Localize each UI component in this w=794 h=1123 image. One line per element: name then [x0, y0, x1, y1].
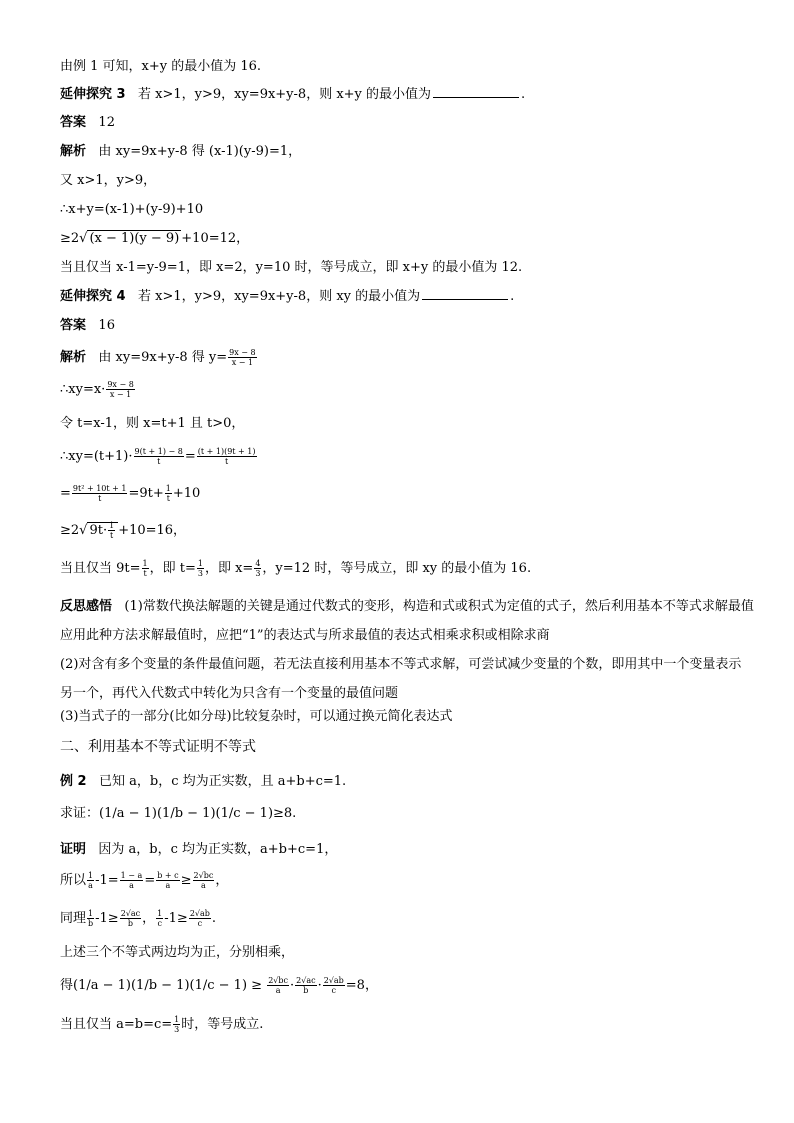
fraction — [165, 484, 172, 503]
numerator: 2√ac — [120, 909, 141, 918]
section-label: 延伸探究 3 — [60, 87, 126, 102]
section-heading — [60, 737, 754, 757]
math-line — [60, 804, 754, 824]
paragraph-text: (1)常数代换法解题的关键是通过代数式的变形，构造和式或积式为定值的式子，然后利用基本不等式求解最值应用此种方法求解最值时，应把“1”的表达式与所求最值的表达式相乘求积或相除求商 — [60, 599, 754, 643]
numerator: b + c — [157, 871, 179, 880]
line-text: = — [60, 486, 71, 501]
line-text: ，即 t= — [149, 561, 196, 576]
answer-value: 12 — [98, 115, 115, 130]
line-text: . — [510, 289, 515, 304]
math-line — [60, 380, 754, 400]
question-text: 若 x>1，y>9，xy=9x+y-8，则 x+y 的最小值为 — [137, 87, 432, 102]
line-text: = — [144, 873, 156, 888]
analysis-line — [60, 348, 754, 368]
paragraph-text: (2)对含有多个变量的条件最值问题，若无法直接利用基本不等式求解，可尝试减少变量的个数，即用其中一个变量表示另一个，再代入代数式中转化为只含有一个变量的最值问题 — [60, 657, 742, 701]
denominator: c — [197, 919, 203, 928]
text-line — [60, 200, 754, 220]
answer-blank — [422, 287, 508, 300]
line-text: +10=16， — [118, 523, 187, 538]
line-text: 令 t=x-1，则 x=t+1 且 t>0， — [60, 416, 245, 431]
fraction — [108, 521, 115, 540]
denominator: b — [88, 919, 94, 928]
text-line — [60, 414, 754, 434]
question-text: 若 x>1，y>9，xy=9x+y-8，则 xy 的最小值为 — [137, 289, 421, 304]
denominator: t — [143, 569, 147, 578]
reflection-paragraph — [60, 650, 754, 708]
line-text: 时，等号成立. — [181, 1017, 264, 1032]
denominator: c — [331, 986, 336, 995]
math-line — [60, 559, 754, 579]
numerator: 2√bc — [193, 871, 214, 880]
line-text: ， — [215, 873, 229, 888]
fraction — [189, 909, 211, 928]
text-line — [60, 707, 754, 727]
denominator: a — [88, 881, 93, 890]
analysis-label: 解析 — [60, 144, 87, 159]
line-text: 上述三个不等式两边均为正，分别相乘， — [60, 945, 295, 960]
numerator: 2√ab — [189, 909, 210, 918]
line-text: ≥2√ — [60, 231, 88, 246]
line-text: . — [211, 911, 217, 926]
fraction — [106, 380, 134, 399]
line-text: 由例 1 可知，x+y 的最小值为 16. — [60, 59, 262, 74]
denominator: t — [225, 457, 229, 466]
math-line — [60, 521, 754, 541]
denominator: 3 — [174, 1025, 180, 1034]
math-line — [60, 229, 754, 249]
example-line — [60, 772, 754, 792]
fraction — [72, 484, 128, 503]
line-text: ，y=12 时，等号成立，即 xy 的最小值为 16. — [262, 561, 532, 576]
fraction — [134, 447, 184, 466]
line-text: (3)当式子的一部分(比如分母)比较复杂时，可以通过换元简化表达式 — [60, 709, 453, 724]
numerator: 1 — [88, 909, 94, 918]
denominator: a — [201, 881, 206, 890]
radicand — [87, 522, 118, 538]
analysis-label: 解析 — [60, 350, 87, 365]
numerator: (t + 1)(9t + 1) — [197, 447, 256, 456]
numerator: 2√ab — [323, 976, 344, 985]
denominator: b — [127, 919, 133, 928]
numerator: 1 — [165, 484, 171, 493]
answer-blank — [433, 85, 519, 98]
proof-label: 证明 — [60, 842, 87, 857]
section-label: 延伸探究 4 — [60, 289, 126, 304]
text-line — [60, 258, 754, 278]
line-text: =8， — [345, 978, 378, 993]
fraction — [323, 976, 345, 995]
numerator: 1 — [109, 521, 115, 530]
reflection-paragraph — [60, 592, 754, 650]
line-text: +10 — [172, 486, 201, 501]
line-text: · — [317, 978, 322, 993]
proof-line — [60, 840, 754, 860]
fraction — [197, 447, 257, 466]
fraction — [156, 909, 163, 928]
numerator: 9(t + 1) − 8 — [134, 447, 183, 456]
line-text: 所以 — [60, 873, 87, 888]
line-text: ∴xy=(t+1)· — [60, 449, 133, 464]
line-text: 由 xy=9x+y-8 得 y= — [98, 350, 228, 365]
text-line — [60, 57, 754, 77]
denominator: c — [157, 919, 162, 928]
fraction — [87, 909, 94, 928]
denominator: x − 1 — [231, 358, 254, 367]
numerator: 1 — [142, 559, 148, 568]
denominator: a — [275, 986, 281, 995]
fraction — [142, 559, 149, 578]
line-text: . — [521, 87, 526, 102]
denominator: b — [303, 986, 309, 995]
fraction — [295, 976, 316, 995]
line-text: +10=12， — [181, 231, 250, 246]
answer-value: 16 — [98, 318, 115, 333]
math-line — [60, 909, 754, 929]
line-text: · — [289, 978, 295, 993]
math-line — [60, 1015, 754, 1035]
numerator: 4 — [255, 559, 261, 568]
line-text: =9t+ — [128, 486, 164, 501]
line-text: ∴xy=x· — [60, 382, 106, 397]
line-text: 同理 — [60, 911, 87, 926]
numerator: 2√ac — [296, 976, 316, 985]
line-text: ≥2√ — [60, 523, 88, 538]
math-line — [60, 976, 754, 996]
analysis-line — [60, 142, 754, 162]
answer-line — [60, 316, 754, 336]
answer-label: 答案 — [60, 318, 87, 333]
line-text: 求证：(1/a − 1)(1/b − 1)(1/c − 1)≥8. — [60, 806, 297, 821]
fraction — [193, 871, 215, 890]
example-label: 例 2 — [60, 774, 87, 789]
numerator: 1 − a — [120, 871, 143, 880]
line-text: ，即 x= — [204, 561, 254, 576]
fraction — [156, 871, 179, 890]
fraction — [267, 976, 289, 995]
denominator: t — [110, 531, 114, 540]
math-line — [60, 484, 754, 504]
denominator: a — [165, 881, 171, 890]
math-line — [60, 447, 754, 467]
line-text: ≥ — [180, 873, 192, 888]
line-text: = — [184, 449, 196, 464]
denominator: a — [129, 881, 134, 890]
radicand-text: 9t· — [89, 523, 108, 538]
fraction — [197, 559, 204, 578]
math-line — [60, 871, 754, 891]
denominator: t — [157, 457, 161, 466]
answer-label: 答案 — [60, 115, 87, 130]
numerator: 9x − 8 — [107, 380, 134, 389]
line-text: -1= — [95, 873, 119, 888]
line-text: -1≥ — [95, 911, 119, 926]
fraction — [254, 559, 261, 578]
numerator: 1 — [157, 909, 163, 918]
extension-question-4 — [60, 287, 754, 307]
numerator: 1 — [174, 1015, 180, 1024]
extension-question-3 — [60, 85, 754, 105]
line-text: 已知 a，b，c 均为正实数，且 a+b+c=1. — [98, 774, 347, 789]
answer-line — [60, 113, 754, 133]
numerator: 2√bc — [268, 976, 288, 985]
line-text: 因为 a，b，c 均为正实数，a+b+c=1， — [98, 842, 338, 857]
heading-text: 二、利用基本不等式证明不等式 — [60, 739, 256, 755]
reflection-label: 反思感悟 — [60, 599, 113, 614]
line-text: -1≥ — [164, 911, 188, 926]
denominator: t — [98, 494, 102, 503]
line-text: ， — [142, 911, 156, 926]
fraction — [120, 871, 144, 890]
fraction — [120, 909, 141, 928]
line-text: 当且仅当 9t= — [60, 561, 141, 576]
line-text: ∴x+y=(x-1)+(y-9)+10 — [60, 202, 204, 217]
denominator: x − 1 — [109, 390, 132, 399]
numerator: 9t² + 10t + 1 — [72, 484, 127, 493]
denominator: t — [166, 494, 170, 503]
fraction — [173, 1015, 180, 1034]
line-text: 当且仅当 a=b=c= — [60, 1017, 173, 1032]
numerator: 9x − 8 — [229, 348, 256, 357]
numerator: 1 — [88, 871, 94, 880]
line-text: 由 xy=9x+y-8 得 (x-1)(y-9)=1， — [98, 144, 302, 159]
line-text: 得(1/a − 1)(1/b − 1)(1/c − 1) ≥ — [60, 978, 267, 993]
text-line — [60, 171, 754, 191]
denominator: 3 — [255, 569, 261, 578]
line-text: 又 x>1，y>9， — [60, 173, 157, 188]
radicand: (x − 1)(y − 9) — [89, 231, 180, 246]
denominator: 3 — [197, 569, 203, 578]
fraction — [228, 348, 256, 367]
fraction — [87, 871, 94, 890]
numerator: 1 — [197, 559, 203, 568]
line-text: 当且仅当 x-1=y-9=1，即 x=2，y=10 时，等号成立，即 x+y 的最小值为 12. — [60, 260, 523, 275]
text-line — [60, 943, 754, 963]
